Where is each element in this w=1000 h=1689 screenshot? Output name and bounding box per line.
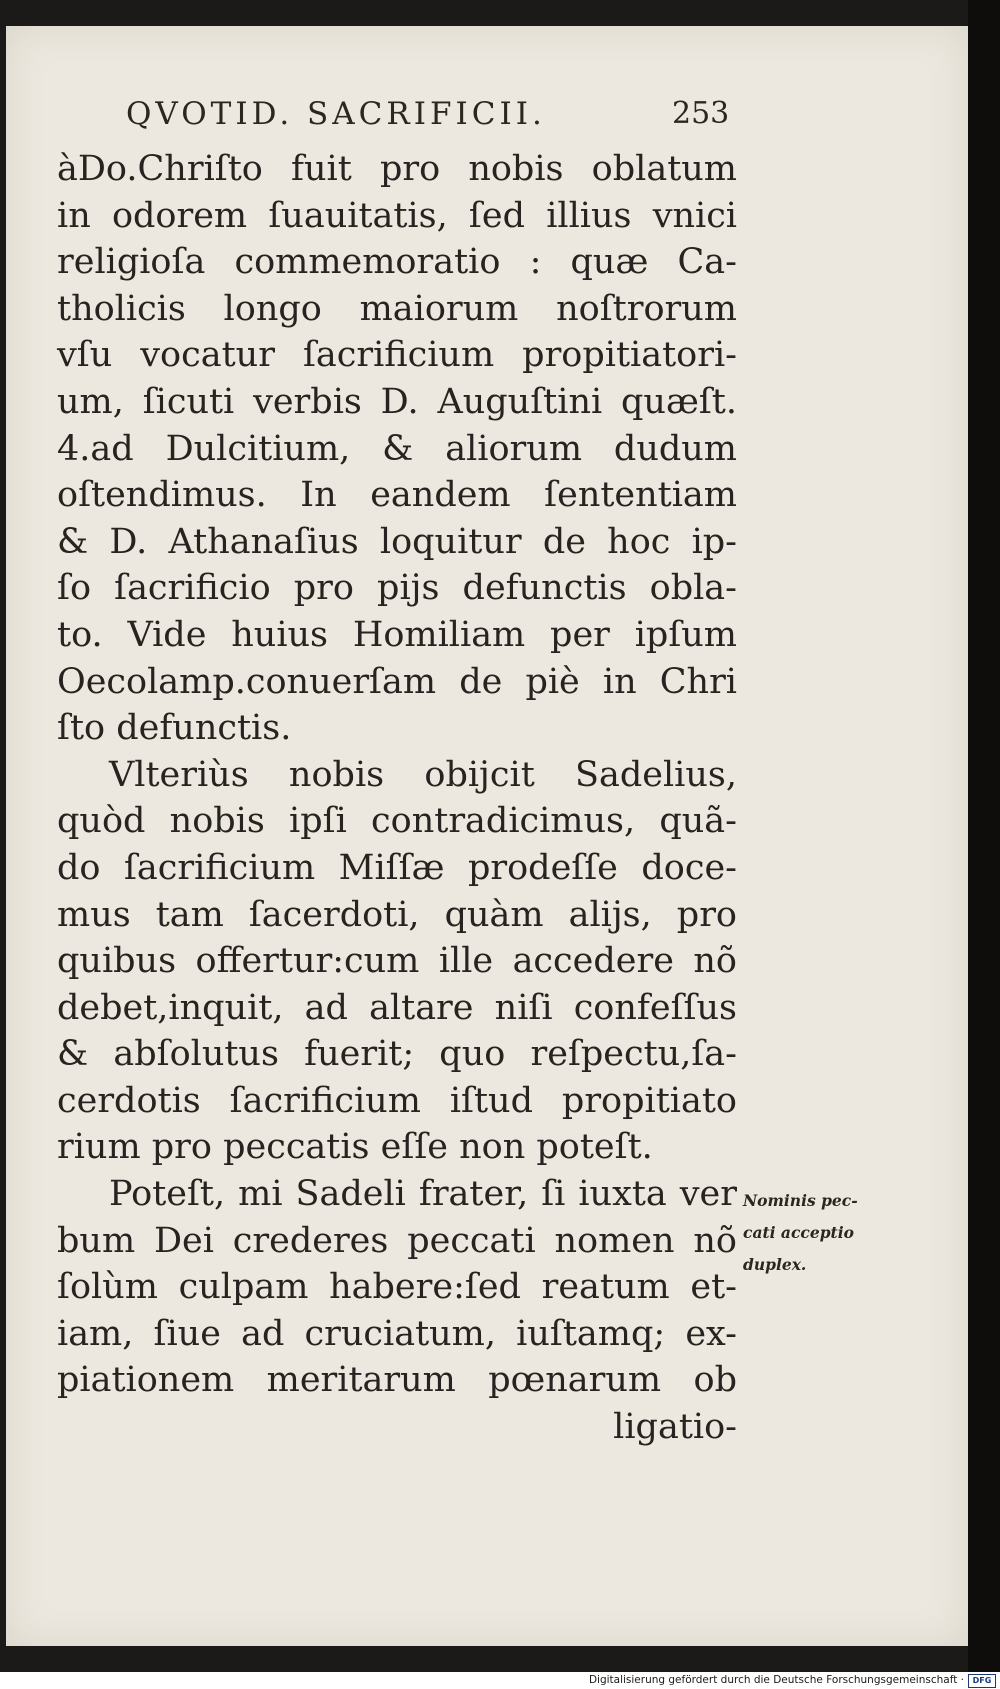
text-line: religioſa commemoratio : quæ Ca- [57,242,737,283]
text-line: to. Vide huius Homiliam per ipſum [57,614,737,655]
text-line: oſtendimus. In eandem ſententiam [57,475,737,516]
digitization-credit: Digitalisierung gefördert durch die Deutsche Forschungsgemeinschaft · [588,1674,964,1686]
page-number: 253 [672,96,730,131]
page-edge [968,0,1000,1672]
text-line: tholicis longo maiorum noſtrorum [57,288,737,329]
body-text [57,146,737,1451]
text-line: Poteſt, mi Sadeli frater, ſi iuxta ver [109,1174,737,1215]
text-line: 4.ad Dulcitium, & aliorum dudum [57,428,737,469]
marginal-note [743,1185,913,1281]
text-line: piationem meritarum pœnarum ob [57,1360,737,1401]
text-line: um, ſicuti verbis D. Auguſtini quæſt. [57,381,737,422]
text-line: àDo.Chriſto fuit pro nobis oblatum [57,149,737,189]
marginal-note-line: cati acceptio [743,1223,854,1242]
text-line: & abſolutus fuerit; quo reſpectu,ſa- [57,1034,737,1075]
marginal-note-line: duplex. [743,1255,807,1274]
text-line: bum Dei crederes peccati nomen nõ [57,1220,737,1261]
text-line: Vlteriùs nobis obijcit Sadelius, [109,754,737,795]
text-line: Oecolamp.conuerſam de piè in Chri [57,661,737,702]
text-line: ſo ſacrificio pro pijs defunctis obla- [57,568,737,609]
text-line: & D. Athanaſius loquitur de hoc ip- [57,521,737,562]
text-line: in odorem ſuauitatis, ſed illius vnici [57,195,737,236]
text-line: debet,inquit, ad altare niſi confeſſus [57,987,737,1028]
text-line: quibus offertur:cum ille accedere nõ [57,941,737,982]
text-line: ſolùm culpam habere:ſed reatum et- [57,1267,737,1308]
text-line: rium pro peccatis eſſe non poteſt. [57,1127,653,1168]
marginal-note-line: Nominis pec- [743,1191,858,1210]
text-line: do ſacrificium Miſſæ prodeſſe doce- [57,847,737,888]
text-line: mus tam ſacerdoti, quàm alijs, pro [57,894,737,935]
text-line: cerdotis ſacrificium iſtud propitiato [57,1080,737,1121]
text-line: quòd nobis ipſi contradicimus, quã- [57,801,737,842]
running-title: QVOTID. SACRIFICII. [126,96,546,132]
text-line: vſu vocatur ſacrificium propitiatori- [57,335,737,376]
dfg-logo-icon: DFG [968,1674,996,1688]
catchword: ligatio- [613,1407,737,1448]
text-line: ſto defunctis. [57,708,292,749]
text-line: iam, ſiue ad cruciatum, iuſtamq; ex- [57,1313,737,1354]
